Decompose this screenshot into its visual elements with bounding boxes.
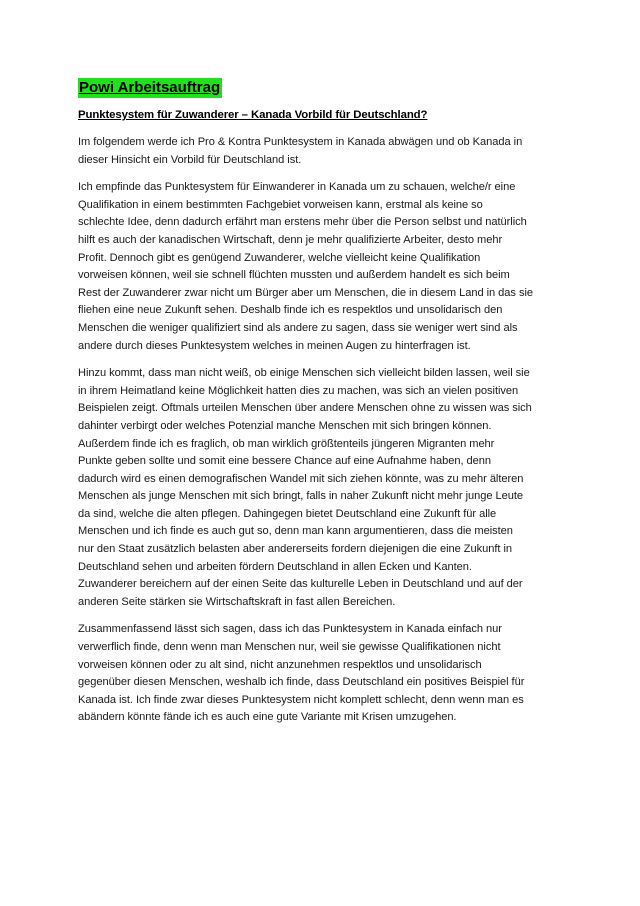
text-line: in ihrem Heimatland keine Möglichkeit hatten dies zu machen, was sich an vielen positiven bbox=[78, 384, 519, 397]
text-line: Zuwanderer bereichern auf der einen Seite das kulturelle Leben in Deutschland und auf der bbox=[78, 578, 523, 591]
text-line: Kanada ist. Ich finde zwar dieses Punktesystem nicht komplett schlecht, denn wenn man es bbox=[78, 693, 524, 706]
text-line: vorweisen können oder zu alt sind, nicht anzunehmen respektlos und unsolidarisch bbox=[78, 658, 482, 671]
text-line: Zusammenfassend lässt sich sagen, dass ich das Punktesystem in Kanada einfach nur bbox=[78, 623, 502, 636]
text-line: schlechte Idee, denn dadurch erfährt man erstens mehr über die Person selbst und natürlich bbox=[78, 216, 527, 229]
paragraph-4 bbox=[78, 621, 568, 727]
text-line: Ich empfinde das Punktesystem für Einwanderer in Kanada um zu schauen, welche/r eine bbox=[78, 181, 516, 194]
text-line: fliehen eine neue Zukunft sehen. Deshalb finde ich es respektlos und unsolidarisch den bbox=[78, 304, 503, 317]
text-line: da sind, welche die alten pflegen. Dahingegen bietet Deutschland eine Zukunft für alle bbox=[78, 507, 497, 520]
text-line: Hinzu kommt, dass man nicht weiß, ob einige Menschen sich vielleicht bilden lassen, weil sie bbox=[78, 367, 530, 380]
text-line: Menschen als junge Menschen mit sich bringt, falls in naher Zukunft nicht mehr junge Leute bbox=[78, 490, 524, 503]
text-line: verwerflich finde, denn wenn man Menschen nur, weil sie gewisse Qualifikationen nicht bbox=[78, 641, 501, 654]
text-line: nur den Staat zusätzlich belasten aber andererseits fordern diejenigen die eine Zukunft in bbox=[78, 543, 512, 556]
document-page bbox=[78, 78, 568, 737]
text-line: abändern könnte fände ich es auch eine gute Variante mit Krisen umzugehen. bbox=[78, 711, 457, 724]
text-line: dahinter verbirgt oder welches Potenzial manche Menschen mit sich bringen können. bbox=[78, 419, 492, 432]
paragraph-1 bbox=[78, 134, 568, 169]
text-line: anderen Seite stärken sie Wirtschaftskraft in fast allen Bereichen. bbox=[78, 595, 396, 608]
text-line: gegenüber diesen Menschen, weshalb ich finde, dass Deutschland ein positives Beispiel für bbox=[78, 676, 525, 689]
paragraph-2 bbox=[78, 179, 568, 355]
text-line: hilft es auch der kanadischen Wirtschaft, denn je mehr qualifizierte Arbeiter, desto mehr bbox=[78, 233, 503, 246]
text-line: Im folgendem werde ich Pro & Kontra Punktesystem in Kanada abwägen und ob Kanada in bbox=[78, 136, 523, 148]
text-line: andere durch dieses Punktesystem welches in meinen Augen zu hinterfragen ist. bbox=[78, 339, 471, 352]
text-line: Außerdem finde ich es fraglich, ob man wirklich größtenteils jüngeren Migranten mehr bbox=[78, 437, 495, 450]
text-line: Beispielen zeigt. Oftmals urteilen Menschen über andere Menschen ohne zu wissen was sich bbox=[78, 402, 532, 415]
text-line: vorweisen können, weil sie schnell flüchten mussten und außerdem handelt es sich beim bbox=[78, 269, 510, 282]
text-line: Menschen die weniger qualifiziert sind als andere zu sagen, dass sie weniger wert sind als bbox=[78, 321, 518, 334]
text-line: Qualifikation in einem bestimmten Fachgebiet vorweisen kann, erstmal als keine so bbox=[78, 198, 483, 211]
document-subtitle: Punktesystem für Zuwanderer – Kanada Vorbild für Deutschland? bbox=[78, 109, 428, 121]
paragraph-3 bbox=[78, 365, 568, 611]
text-line: dadurch wird es einen demografischen Wandel mit sich ziehen könnte, was zu mehr älteren bbox=[78, 472, 524, 485]
document-body bbox=[78, 134, 568, 727]
text-line: Menschen und ich finde es auch gut so, denn man kann argumentieren, dass die meisten bbox=[78, 525, 513, 538]
document-title: Powi Arbeitsauftrag bbox=[79, 79, 221, 96]
text-line: Profit. Dennoch gibt es genügend Zuwanderer, welche vielleicht keine Qualifikation bbox=[78, 251, 481, 264]
text-line: Deutschland sehen und arbeiten fördern Deutschland in allen Ecken und Kanten. bbox=[78, 560, 472, 573]
text-line: dieser Hinsicht ein Vorbild für Deutschland ist. bbox=[78, 153, 302, 166]
text-line: Rest der Zuwanderer zwar nicht um Bürger aber um Menschen, die in diesem Land in das sie bbox=[78, 286, 533, 299]
text-line: Punkte geben sollte und somit eine bessere Chance auf eine Aufnahme haben, denn bbox=[78, 455, 491, 468]
